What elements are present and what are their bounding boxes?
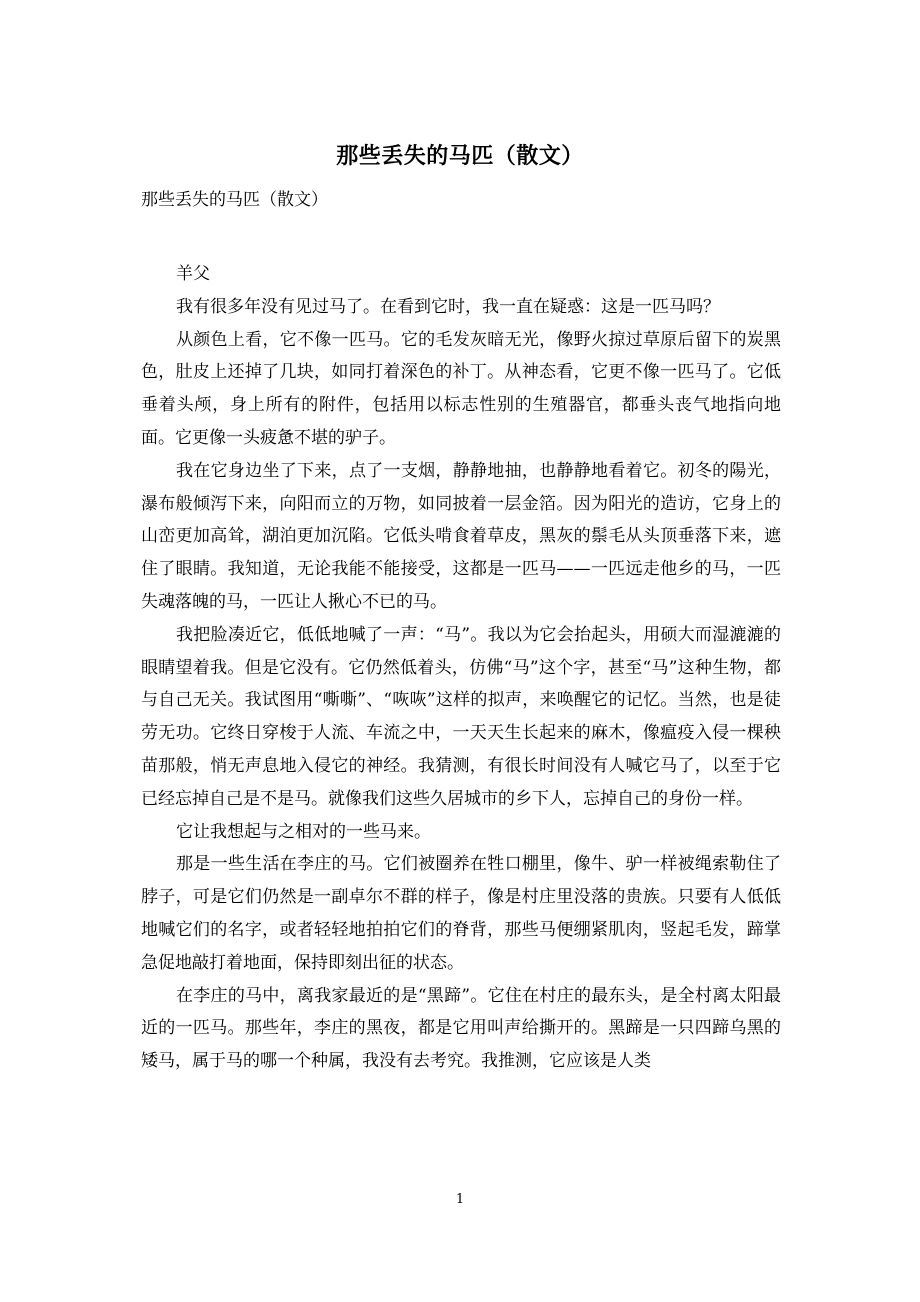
author-line: 羊父 (176, 264, 210, 284)
page-number: 1 (455, 1192, 465, 1207)
paragraph-7: 在李庄的马中，离我家最近的是“黑蹄”。它住在村庄的最东头，是全村离太阳最近的一匹马。那些年，李庄的黑夜，都是它用叫声给撕开的。黑蹄是一只四蹄乌黑的矮马，属于马的哪一个种属，我没有去考究。我推测，它应该是人类 (141, 985, 781, 1072)
paragraph-2: 从颜色上看，它不像一匹马。它的毛发灰暗无光，像野火掠过草原后留下的炭黑色，肚皮上还掉了几块，如同打着深色的补丁。从神态看，它更不像一匹马了。它低垂着头颅，身上所有的附件，包括用以标志性别的生殖器官，都垂头丧气地指向地面。它更像一头疲惫不堪的驴子。 (141, 329, 781, 448)
document-title: 那些丢失的马匹（散文） (336, 143, 584, 169)
paragraph-6: 那是一些生活在李庄的马。它们被圈养在牲口棚里，像牛、驴一样被绳索勒住了脖子，可是它们仍然是一副卓尔不群的样子，像是村庄里没落的贵族。只要有人低低地喊它们的名字，或者轻轻地拍拍它们的脊背，那些马便绷紧肌肉，竖起毛发，蹄掌急促地敲打着地面，保持即刻出征的状态。 (141, 854, 781, 973)
document-subtitle: 那些丢失的马匹（散文） (141, 190, 328, 210)
document-body (141, 258, 781, 1078)
paragraph-5: 它让我想起与之相对的一些马来。 (176, 821, 431, 842)
paragraph-3: 我在它身边坐了下来，点了一支烟，静静地抽，也静静地看着它。初冬的陽光，瀑布般倾泻下来，向阳而立的万物，如同披着一层金箔。因为阳光的造访，它身上的山峦更加高耸，湖泊更加沉陷。它低头啃食着草皮，黑灰的鬃毛从头顶垂落下来，遮住了眼睛。我知道，无论我能不能接受，这都是一匹马——一匹远走他乡的马，一匹失魂落魄的马，一匹让人揪心不已的马。 (141, 460, 781, 612)
paragraph-1: 我有很多年没有见过马了。在看到它时，我一直在疑惑：这是一匹马吗？ (176, 296, 720, 317)
paragraph-4: 我把脸凑近它，低低地喊了一声：“马”。我以为它会抬起头，用硕大而湿漉漉的眼睛望着我。但是它没有。它仍然低着头，仿佛“马”这个字，甚至“马”这种生物，都与自己无关。我试图用“嘶嘶”、“咴咴”这样的拟声，来唤醒它的记忆。当然，也是徒劳无功。它终日穿梭于人流、车流之中，一天天生长起来的麻木，像瘟疫入侵一棵秧苗那般，悄无声息地入侵它的神经。我猜测，有很长时间没有人喊它马了，以至于它已经忘掉自己是不是马。就像我们这些久居城市的乡下人，忘掉自己的身份一样。 (141, 624, 781, 809)
